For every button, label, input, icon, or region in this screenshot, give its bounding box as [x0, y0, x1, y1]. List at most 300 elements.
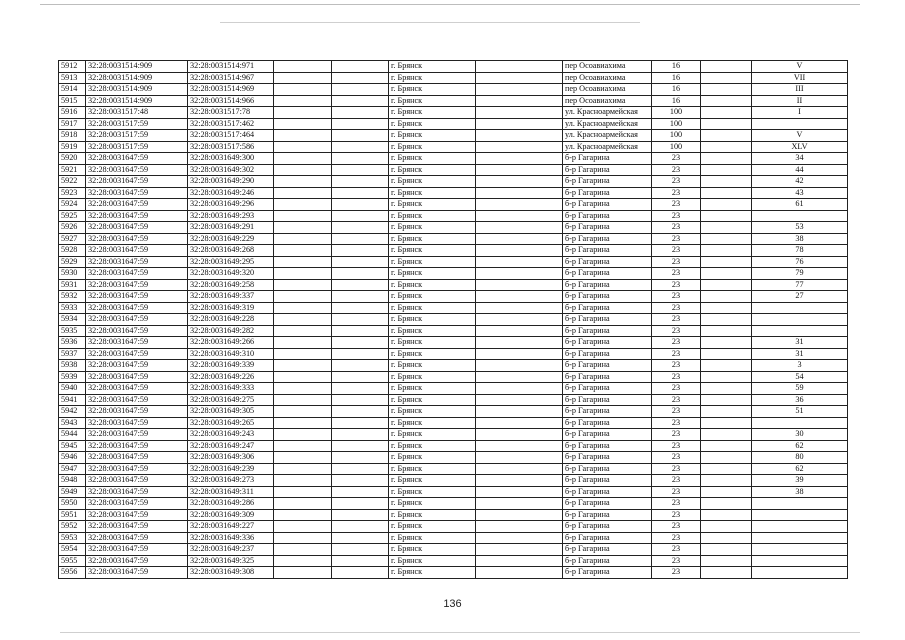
table-row	[59, 440, 848, 452]
city-cell: г. Брянск	[389, 72, 476, 84]
apartment-number-cell: 34	[752, 153, 848, 165]
apartment-number-cell: VII	[752, 72, 848, 84]
row-number-cell: 5940	[59, 383, 86, 395]
empty-cell	[332, 509, 389, 521]
house-number-cell: 23	[652, 555, 701, 567]
house-number-cell: 23	[652, 429, 701, 441]
empty-cell	[274, 176, 332, 188]
parent-cadastral-number-cell: 32:28:0031514:909	[86, 84, 188, 96]
apartment-number-cell	[752, 567, 848, 579]
house-number-cell: 23	[652, 337, 701, 349]
empty-cell	[332, 291, 389, 303]
empty-cell	[476, 371, 563, 383]
empty-cell	[701, 233, 752, 245]
empty-cell	[476, 532, 563, 544]
house-number-cell: 16	[652, 61, 701, 73]
parent-cadastral-number-cell: 32:28:0031647:59	[86, 256, 188, 268]
cadastral-number-cell: 32:28:0031649:275	[188, 394, 274, 406]
empty-cell	[332, 371, 389, 383]
empty-cell	[332, 268, 389, 280]
empty-cell	[274, 61, 332, 73]
house-number-cell: 23	[652, 245, 701, 257]
empty-cell	[274, 440, 332, 452]
city-cell: г. Брянск	[389, 429, 476, 441]
row-number-cell: 5955	[59, 555, 86, 567]
empty-cell	[476, 463, 563, 475]
empty-cell	[274, 509, 332, 521]
cadastral-number-cell: 32:28:0031649:291	[188, 222, 274, 234]
empty-cell	[701, 544, 752, 556]
empty-cell	[701, 394, 752, 406]
empty-cell	[476, 325, 563, 337]
row-number-cell: 5954	[59, 544, 86, 556]
parent-cadastral-number-cell: 32:28:0031647:59	[86, 544, 188, 556]
empty-cell	[476, 245, 563, 257]
cadastral-number-cell: 32:28:0031649:308	[188, 567, 274, 579]
empty-cell	[274, 141, 332, 153]
empty-cell	[701, 210, 752, 222]
house-number-cell: 23	[652, 417, 701, 429]
house-number-cell: 23	[652, 302, 701, 314]
empty-cell	[274, 475, 332, 487]
parent-cadastral-number-cell: 32:28:0031647:59	[86, 360, 188, 372]
city-cell: г. Брянск	[389, 279, 476, 291]
street-cell: б-р Гагарина	[563, 417, 652, 429]
cadastral-number-cell: 32:28:0031649:311	[188, 486, 274, 498]
empty-cell	[476, 486, 563, 498]
empty-cell	[701, 406, 752, 418]
empty-cell	[274, 394, 332, 406]
empty-cell	[332, 475, 389, 487]
house-number-cell: 23	[652, 291, 701, 303]
empty-cell	[274, 210, 332, 222]
table-row	[59, 475, 848, 487]
street-cell: б-р Гагарина	[563, 394, 652, 406]
empty-cell	[476, 406, 563, 418]
empty-cell	[274, 325, 332, 337]
house-number-cell: 23	[652, 521, 701, 533]
parent-cadastral-number-cell: 32:28:0031647:59	[86, 521, 188, 533]
empty-cell	[701, 532, 752, 544]
city-cell: г. Брянск	[389, 360, 476, 372]
table-row	[59, 348, 848, 360]
apartment-number-cell: 36	[752, 394, 848, 406]
street-cell: ул. Красноармейская	[563, 118, 652, 130]
apartment-number-cell: 42	[752, 176, 848, 188]
empty-cell	[701, 383, 752, 395]
apartment-number-cell: 44	[752, 164, 848, 176]
cadastral-number-cell: 32:28:0031649:266	[188, 337, 274, 349]
apartment-number-cell: V	[752, 130, 848, 142]
parent-cadastral-number-cell: 32:28:0031647:59	[86, 532, 188, 544]
empty-cell	[274, 291, 332, 303]
empty-cell	[701, 486, 752, 498]
apartment-number-cell	[752, 544, 848, 556]
row-number-cell: 5944	[59, 429, 86, 441]
house-number-cell: 23	[652, 210, 701, 222]
city-cell: г. Брянск	[389, 222, 476, 234]
cadastral-number-cell: 32:28:0031649:239	[188, 463, 274, 475]
city-cell: г. Брянск	[389, 141, 476, 153]
parent-cadastral-number-cell: 32:28:0031647:59	[86, 325, 188, 337]
empty-cell	[701, 302, 752, 314]
empty-cell	[274, 555, 332, 567]
cadastral-number-cell: 32:28:0031514:971	[188, 61, 274, 73]
empty-cell	[332, 463, 389, 475]
house-number-cell: 16	[652, 72, 701, 84]
city-cell: г. Брянск	[389, 521, 476, 533]
empty-cell	[476, 440, 563, 452]
table-row	[59, 141, 848, 153]
street-cell: б-р Гагарина	[563, 210, 652, 222]
cadastral-number-cell: 32:28:0031517:462	[188, 118, 274, 130]
empty-cell	[476, 498, 563, 510]
street-cell: б-р Гагарина	[563, 348, 652, 360]
apartment-number-cell: 61	[752, 199, 848, 211]
empty-cell	[274, 153, 332, 165]
empty-cell	[274, 268, 332, 280]
cadastral-number-cell: 32:28:0031649:336	[188, 532, 274, 544]
city-cell: г. Брянск	[389, 291, 476, 303]
house-number-cell: 23	[652, 187, 701, 199]
empty-cell	[274, 532, 332, 544]
apartment-number-cell: 38	[752, 486, 848, 498]
row-number-cell: 5919	[59, 141, 86, 153]
house-number-cell: 23	[652, 406, 701, 418]
empty-cell	[476, 72, 563, 84]
table-row	[59, 383, 848, 395]
city-cell: г. Брянск	[389, 245, 476, 257]
empty-cell	[476, 279, 563, 291]
apartment-number-cell	[752, 521, 848, 533]
city-cell: г. Брянск	[389, 371, 476, 383]
row-number-cell: 5943	[59, 417, 86, 429]
empty-cell	[476, 475, 563, 487]
apartment-number-cell	[752, 555, 848, 567]
empty-cell	[274, 521, 332, 533]
empty-cell	[476, 176, 563, 188]
table-row	[59, 153, 848, 165]
city-cell: г. Брянск	[389, 153, 476, 165]
cadastral-number-cell: 32:28:0031649:309	[188, 509, 274, 521]
house-number-cell: 23	[652, 360, 701, 372]
row-number-cell: 5920	[59, 153, 86, 165]
scan-faint-rule	[220, 22, 640, 23]
empty-cell	[476, 153, 563, 165]
street-cell: пер Осоавиахима	[563, 61, 652, 73]
table-row	[59, 233, 848, 245]
empty-cell	[476, 314, 563, 326]
table-row	[59, 118, 848, 130]
house-number-cell: 23	[652, 440, 701, 452]
cadastral-number-cell: 32:28:0031649:228	[188, 314, 274, 326]
house-number-cell: 23	[652, 486, 701, 498]
parent-cadastral-number-cell: 32:28:0031647:59	[86, 394, 188, 406]
empty-cell	[274, 498, 332, 510]
house-number-cell: 23	[652, 279, 701, 291]
house-number-cell: 23	[652, 222, 701, 234]
apartment-number-cell	[752, 532, 848, 544]
street-cell: б-р Гагарина	[563, 279, 652, 291]
street-cell: б-р Гагарина	[563, 429, 652, 441]
empty-cell	[274, 118, 332, 130]
empty-cell	[332, 555, 389, 567]
apartment-number-cell: III	[752, 84, 848, 96]
table-row	[59, 463, 848, 475]
street-cell: б-р Гагарина	[563, 291, 652, 303]
empty-cell	[701, 360, 752, 372]
empty-cell	[332, 498, 389, 510]
empty-cell	[476, 95, 563, 107]
row-number-cell: 5934	[59, 314, 86, 326]
apartment-number-cell	[752, 302, 848, 314]
apartment-number-cell: 76	[752, 256, 848, 268]
parent-cadastral-number-cell: 32:28:0031647:59	[86, 509, 188, 521]
row-number-cell: 5932	[59, 291, 86, 303]
apartment-number-cell: 80	[752, 452, 848, 464]
street-cell: б-р Гагарина	[563, 463, 652, 475]
empty-cell	[332, 429, 389, 441]
house-number-cell: 100	[652, 107, 701, 119]
street-cell: пер Осоавиахима	[563, 84, 652, 96]
table-row	[59, 72, 848, 84]
empty-cell	[332, 233, 389, 245]
cadastral-number-cell: 32:28:0031649:293	[188, 210, 274, 222]
empty-cell	[274, 429, 332, 441]
house-number-cell: 23	[652, 314, 701, 326]
table-row	[59, 555, 848, 567]
apartment-number-cell: II	[752, 95, 848, 107]
empty-cell	[476, 348, 563, 360]
empty-cell	[274, 314, 332, 326]
empty-cell	[332, 164, 389, 176]
row-number-cell: 5915	[59, 95, 86, 107]
empty-cell	[332, 406, 389, 418]
apartment-number-cell: 78	[752, 245, 848, 257]
parent-cadastral-number-cell: 32:28:0031647:59	[86, 475, 188, 487]
empty-cell	[701, 279, 752, 291]
house-number-cell: 23	[652, 233, 701, 245]
cadastral-number-cell: 32:28:0031514:969	[188, 84, 274, 96]
empty-cell	[332, 360, 389, 372]
empty-cell	[701, 475, 752, 487]
empty-cell	[701, 164, 752, 176]
cadastral-number-cell: 32:28:0031649:333	[188, 383, 274, 395]
empty-cell	[701, 463, 752, 475]
table-row	[59, 291, 848, 303]
table-row	[59, 325, 848, 337]
table-row	[59, 498, 848, 510]
empty-cell	[332, 486, 389, 498]
parent-cadastral-number-cell: 32:28:0031517:59	[86, 141, 188, 153]
parent-cadastral-number-cell: 32:28:0031647:59	[86, 406, 188, 418]
empty-cell	[274, 233, 332, 245]
table-row	[59, 429, 848, 441]
cadastral-number-cell: 32:28:0031649:282	[188, 325, 274, 337]
city-cell: г. Брянск	[389, 325, 476, 337]
street-cell: ул. Красноармейская	[563, 130, 652, 142]
cadastral-number-cell: 32:28:0031649:237	[188, 544, 274, 556]
street-cell: б-р Гагарина	[563, 486, 652, 498]
cadastral-number-cell: 32:28:0031649:286	[188, 498, 274, 510]
street-cell: б-р Гагарина	[563, 233, 652, 245]
city-cell: г. Брянск	[389, 118, 476, 130]
empty-cell	[476, 199, 563, 211]
table-row	[59, 452, 848, 464]
house-number-cell: 23	[652, 348, 701, 360]
empty-cell	[701, 222, 752, 234]
empty-cell	[274, 406, 332, 418]
house-number-cell: 23	[652, 452, 701, 464]
empty-cell	[274, 199, 332, 211]
empty-cell	[332, 153, 389, 165]
city-cell: г. Брянск	[389, 164, 476, 176]
table-row	[59, 567, 848, 579]
empty-cell	[476, 107, 563, 119]
city-cell: г. Брянск	[389, 210, 476, 222]
empty-cell	[476, 555, 563, 567]
empty-cell	[274, 84, 332, 96]
empty-cell	[274, 463, 332, 475]
cadastral-number-cell: 32:28:0031649:306	[188, 452, 274, 464]
empty-cell	[332, 84, 389, 96]
empty-cell	[274, 95, 332, 107]
parent-cadastral-number-cell: 32:28:0031517:48	[86, 107, 188, 119]
parent-cadastral-number-cell: 32:28:0031647:59	[86, 337, 188, 349]
row-number-cell: 5953	[59, 532, 86, 544]
apartment-number-cell: 79	[752, 268, 848, 280]
city-cell: г. Брянск	[389, 314, 476, 326]
row-number-cell: 5939	[59, 371, 86, 383]
apartment-number-cell	[752, 210, 848, 222]
parent-cadastral-number-cell: 32:28:0031647:59	[86, 417, 188, 429]
parent-cadastral-number-cell: 32:28:0031647:59	[86, 245, 188, 257]
table-row	[59, 268, 848, 280]
row-number-cell: 5918	[59, 130, 86, 142]
row-number-cell: 5952	[59, 521, 86, 533]
cadastral-number-cell: 32:28:0031514:966	[188, 95, 274, 107]
empty-cell	[332, 394, 389, 406]
empty-cell	[701, 314, 752, 326]
cadastral-number-cell: 32:28:0031649:310	[188, 348, 274, 360]
table-row	[59, 210, 848, 222]
empty-cell	[332, 72, 389, 84]
city-cell: г. Брянск	[389, 383, 476, 395]
apartment-number-cell: I	[752, 107, 848, 119]
house-number-cell: 23	[652, 567, 701, 579]
empty-cell	[476, 118, 563, 130]
street-cell: ул. Красноармейская	[563, 107, 652, 119]
house-number-cell: 23	[652, 509, 701, 521]
city-cell: г. Брянск	[389, 452, 476, 464]
empty-cell	[701, 118, 752, 130]
city-cell: г. Брянск	[389, 348, 476, 360]
empty-cell	[274, 371, 332, 383]
empty-cell	[476, 417, 563, 429]
house-number-cell: 23	[652, 176, 701, 188]
empty-cell	[701, 107, 752, 119]
parent-cadastral-number-cell: 32:28:0031647:59	[86, 153, 188, 165]
house-number-cell: 23	[652, 463, 701, 475]
empty-cell	[332, 61, 389, 73]
empty-cell	[332, 417, 389, 429]
empty-cell	[476, 130, 563, 142]
street-cell: б-р Гагарина	[563, 371, 652, 383]
house-number-cell: 23	[652, 532, 701, 544]
table-row	[59, 406, 848, 418]
apartment-number-cell: 62	[752, 463, 848, 475]
empty-cell	[701, 141, 752, 153]
apartment-number-cell: 59	[752, 383, 848, 395]
empty-cell	[332, 130, 389, 142]
empty-cell	[701, 452, 752, 464]
table-row	[59, 337, 848, 349]
row-number-cell: 5927	[59, 233, 86, 245]
empty-cell	[476, 268, 563, 280]
table-row	[59, 61, 848, 73]
apartment-number-cell: 51	[752, 406, 848, 418]
table-row	[59, 417, 848, 429]
empty-cell	[332, 544, 389, 556]
city-cell: г. Брянск	[389, 440, 476, 452]
empty-cell	[701, 429, 752, 441]
table-row	[59, 187, 848, 199]
street-cell: б-р Гагарина	[563, 268, 652, 280]
empty-cell	[476, 141, 563, 153]
row-number-cell: 5931	[59, 279, 86, 291]
parent-cadastral-number-cell: 32:28:0031647:59	[86, 164, 188, 176]
street-cell: б-р Гагарина	[563, 314, 652, 326]
house-number-cell: 23	[652, 199, 701, 211]
cadastral-number-cell: 32:28:0031649:268	[188, 245, 274, 257]
row-number-cell: 5936	[59, 337, 86, 349]
cadastral-number-cell: 32:28:0031649:246	[188, 187, 274, 199]
row-number-cell: 5942	[59, 406, 86, 418]
table-row	[59, 371, 848, 383]
street-cell: б-р Гагарина	[563, 360, 652, 372]
empty-cell	[701, 509, 752, 521]
table-row	[59, 199, 848, 211]
row-number-cell: 5913	[59, 72, 86, 84]
apartment-number-cell	[752, 314, 848, 326]
table-row	[59, 245, 848, 257]
house-number-cell: 23	[652, 371, 701, 383]
row-number-cell: 5916	[59, 107, 86, 119]
table-row	[59, 532, 848, 544]
row-number-cell: 5924	[59, 199, 86, 211]
street-cell: б-р Гагарина	[563, 325, 652, 337]
row-number-cell: 5922	[59, 176, 86, 188]
table-row	[59, 314, 848, 326]
apartment-number-cell: 62	[752, 440, 848, 452]
cadastral-number-cell: 32:28:0031649:339	[188, 360, 274, 372]
city-cell: г. Брянск	[389, 555, 476, 567]
street-cell: ул. Красноармейская	[563, 141, 652, 153]
empty-cell	[701, 371, 752, 383]
parent-cadastral-number-cell: 32:28:0031514:909	[86, 95, 188, 107]
street-cell: б-р Гагарина	[563, 383, 652, 395]
apartment-number-cell	[752, 417, 848, 429]
city-cell: г. Брянск	[389, 532, 476, 544]
empty-cell	[476, 233, 563, 245]
parent-cadastral-number-cell: 32:28:0031647:59	[86, 302, 188, 314]
empty-cell	[476, 302, 563, 314]
empty-cell	[476, 452, 563, 464]
empty-cell	[332, 302, 389, 314]
cadastral-number-cell: 32:28:0031514:967	[188, 72, 274, 84]
city-cell: г. Брянск	[389, 475, 476, 487]
empty-cell	[701, 187, 752, 199]
